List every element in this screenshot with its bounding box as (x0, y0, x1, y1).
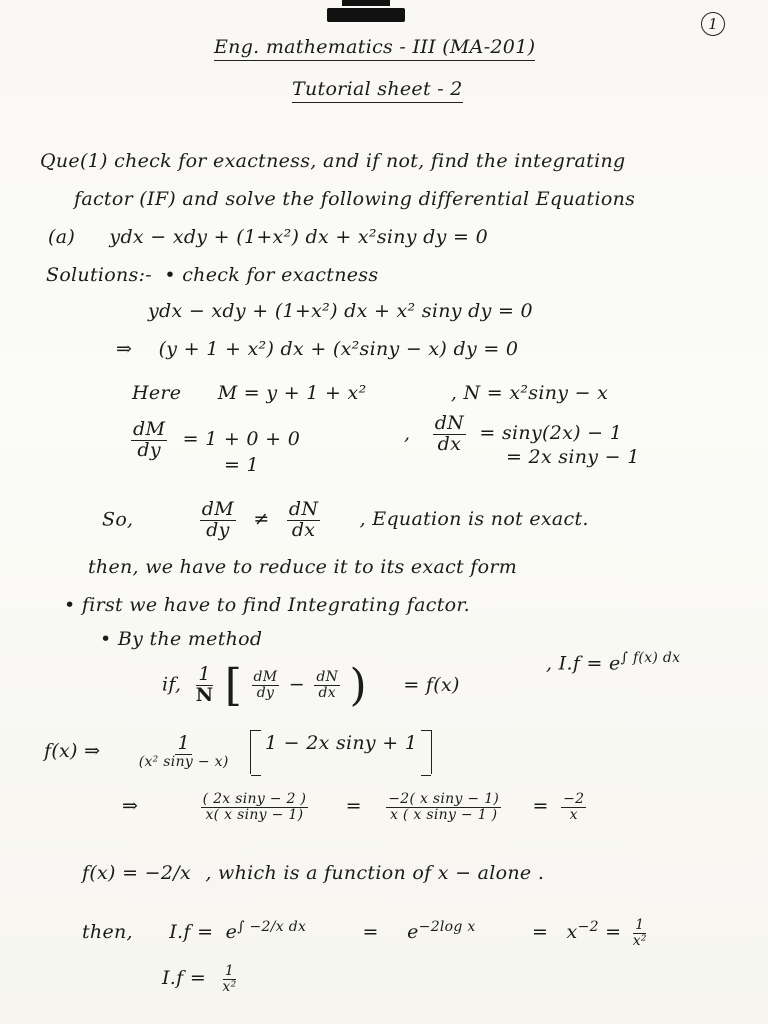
dN-dx-block: , $\frac{dN}{dx}$ = siny(2x) − 1 (404, 412, 623, 455)
solution-line-2: ⇒ (y + 1 + x²) dx + (x²siny − x) dy = 0 (116, 338, 519, 360)
question-text-2: factor (IF) and solve the following differential Equations (74, 188, 636, 210)
redaction-mark (342, 0, 390, 6)
N-definition: , N = x²siny − x (450, 382, 609, 404)
find-IF-line: • first we have to find Integrating factor. (64, 594, 471, 616)
page-number: 1 (701, 12, 725, 36)
IF-final: I.f = $\frac{1}{\text{x²}}$ (162, 963, 237, 995)
course-title: Eng. mathematics - III (MA-201) (214, 36, 535, 61)
question-label: Que(1) (40, 150, 108, 172)
solution-header: Solutions:- • check for exactness (46, 264, 379, 286)
part-a-equation: ydx − xdy + (1+x²) dx + x²siny dy = 0 (109, 226, 488, 248)
fx-step: ⇒ $\frac{\text{( 2x siny − 2 )}}{\text{x( x siny − 1)}}$ = $\frac{\text{−2( x siny − 1)}}{\text{x ( x siny − 1 )}}$ = $\frac{-2}{x}$ (122, 791, 585, 823)
part-a (48, 226, 488, 248)
not-exact-line: So, $\frac{dM}{dy}$ ≠ $\frac{dN}{dx}$ , Equation is not exact. (102, 498, 589, 541)
part-a-label: (a) (48, 226, 76, 248)
reduce-line: then, we have to reduce it to its exact form (88, 556, 518, 578)
solution-label: Solutions:- (46, 264, 153, 286)
here-label: Here (132, 382, 182, 404)
here-line (132, 382, 608, 404)
IF-formula: , $I.f = e^{\int f(x) dx}$ (546, 650, 681, 675)
dM-dy-result: = 1 (224, 454, 259, 476)
sheet-title: Tutorial sheet - 2 (292, 78, 463, 103)
solution-line-1: ydx − xdy + (1+x²) dx + x² siny dy = 0 (148, 300, 533, 322)
fx-result-line: f(x) = −2/x , which is a function of x − alone . (82, 862, 545, 884)
dN-dx-result: = 2x siny − 1 (506, 446, 640, 468)
check-exactness: check for exactness (182, 264, 379, 286)
fx-line: f(x) ⇒ $\frac{1}{\text{(x² siny − x)}}$ 1 − 2x siny + 1 (44, 730, 432, 774)
dM-dy-block: $\frac{dM}{dy}$ = 1 + 0 + 0 (133, 418, 301, 461)
M-definition: M = y + 1 + x² (217, 382, 367, 404)
question-text-1: check for exactness, and if not, find the integrating (114, 150, 626, 172)
method-formula: if, $\frac{1}{N}$ [ $\frac{dM}{dy}$ − $\frac{dN}{dx}$ ) = f(x) (162, 660, 460, 711)
redaction-mark (327, 8, 405, 22)
question-line-1 (40, 150, 625, 172)
IF-computation: then, $I.f = e^{\int -2/x dx} = e^{-2log x} = x^{-2}$ = $\frac{1}{\text{x²}}$ (82, 917, 647, 949)
by-method: • By the method (100, 628, 263, 650)
